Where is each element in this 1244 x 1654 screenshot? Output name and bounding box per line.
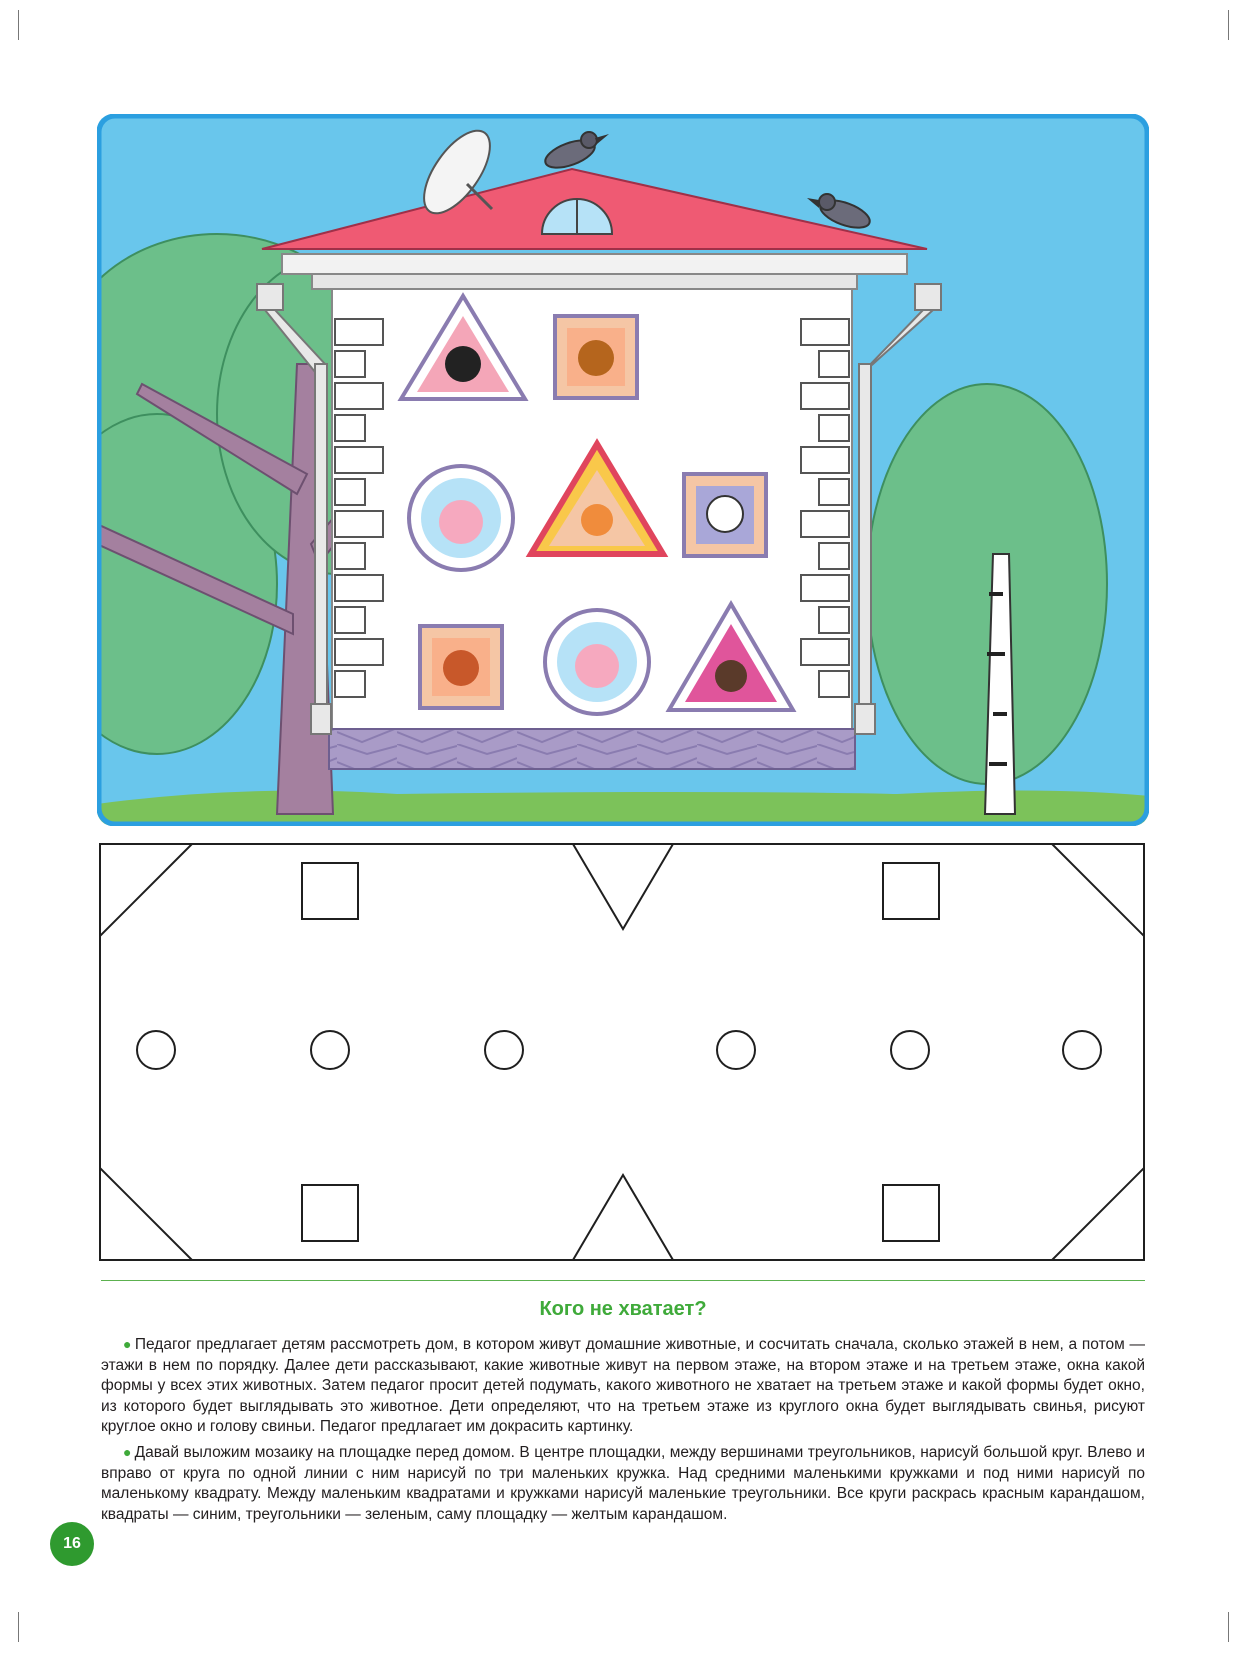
crop-mark [1228, 1612, 1229, 1642]
bullet-icon: ● [123, 1444, 132, 1460]
mosaic-exercise [99, 843, 1145, 1263]
page-number: 16 [50, 1522, 94, 1566]
window-circle-pig [545, 610, 649, 714]
window-square-dog [555, 316, 637, 398]
window-square-dog [420, 626, 502, 708]
crop-mark [18, 10, 19, 40]
crop-mark [1228, 10, 1229, 40]
exercise-frame [100, 844, 1144, 1260]
section-title: Кого не хватает? [539, 1298, 707, 1320]
paragraph-text: Давай выложим мозаику на площадке перед домом. В центре площадки, между вершинами треугольников, нарисуй большой круг. Влево и вправо от круга по одной линии с ним нарисуй по три маленьких кружка. Над средними маленькими кружками и под ними нарисуй по маленькому квадрату. Между маленьким квадратами и кружками нарисуй маленькие треугольники. Все круги раскрась красным карандашом, квадраты — синим, треугольники — зеленым, саму площадку — желтым карандашом. [101, 1444, 1145, 1523]
bullet-icon: ● [123, 1336, 132, 1352]
paragraph-text: Педагог предлагает детям рассмотреть дом, в котором живут домашние животные, и сосчитать сначала, сколько этажей в нем, а потом — этажи в нем по порядку. Далее дети рассказывают, какие животные живут на первом этаже, на втором этаже и на третьем этаже, окна какой формы у всех этих животных. Затем педагог просит детей подумать, какого животного не хватает на третьем этаже и какой формы будет окно, из которого будет выглядывать это животное. Дети определяют, что на третьем этаже из круглого окна будет выглядывать свинья, рисуют круглое окно и голову свиньи. Педагог предлагает им докрасить картинку. [101, 1336, 1145, 1435]
section-divider [101, 1280, 1145, 1281]
window-square-dog [684, 474, 766, 556]
house-illustration [97, 114, 1149, 826]
crop-mark [18, 1612, 19, 1642]
window-circle-pig [409, 466, 513, 570]
paragraph [101, 1442, 1145, 1525]
paragraph [101, 1334, 1145, 1438]
